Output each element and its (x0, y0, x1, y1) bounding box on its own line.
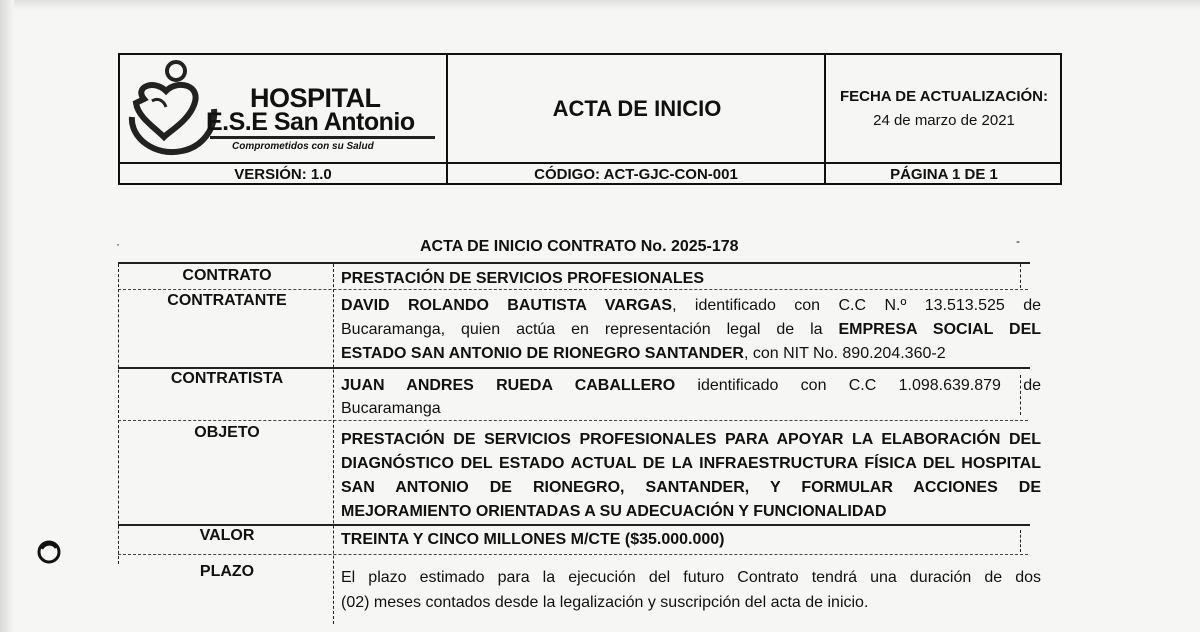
update-date (826, 55, 1062, 162)
page-edge-shadow-top (0, 0, 1200, 10)
table-rule (118, 554, 1028, 555)
contratante-id: , identificado con C.C N.º 13.513.525 de (672, 297, 1041, 314)
table-corner-mark: - (1016, 234, 1020, 248)
logo-tagline: Comprometidos con su Salud (232, 141, 374, 152)
row-value-objeto-line2: DIAGNÓSTICO DEL ESTADO ACTUAL DE LA INFRAESTRUCTURA FÍSICA DEL HOSPITAL (341, 455, 1041, 472)
page-number: PÁGINA 1 DE 1 (890, 166, 998, 183)
table-border-left (118, 264, 119, 564)
table-corner-mark: · (116, 237, 120, 251)
row-value-valor: TREINTA Y CINCO MILLONES M/CTE ($35.000.000) (341, 531, 725, 548)
row-label-valor: VALOR (199, 527, 255, 544)
table-rule (118, 262, 1030, 264)
logo-subtitle: E.S.E San Antonio (206, 108, 415, 136)
table-column-divider (333, 264, 334, 624)
contratante-representation: Bucaramanga, quien actúa en representación legal de la (341, 321, 839, 338)
update-date-label: FECHA DE ACTUALIZACIÓN: (839, 87, 1049, 105)
contratista-name: JUAN ANDRES RUEDA CABALLERO (341, 377, 676, 394)
contratante-entity-part1: EMPRESA SOCIAL DEL (838, 321, 1042, 338)
document-title: ACTA DE INICIO (552, 95, 722, 121)
logo-title: HOSPITAL (250, 83, 381, 113)
contratante-entity-part2: ESTADO SAN ANTONIO DE RIONEGRO SANTANDER (341, 345, 744, 362)
version-label: VERSIÓN: 1.0 (234, 166, 332, 183)
contratante-nit: , con NIT No. 890.204.360-2 (743, 345, 946, 362)
page-edge-shadow-left (0, 0, 14, 632)
binder-hole-icon (36, 537, 62, 565)
row-value-objeto-line1: PRESTACIÓN DE SERVICIOS PROFESIONALES PARA APOYAR LA ELABORACIÓN DEL (341, 431, 1041, 448)
logo-underline (210, 136, 435, 139)
row-label-objeto: OBJETO (194, 424, 260, 441)
row-value-contratista-line1 (341, 374, 1041, 398)
act-title: ACTA DE INICIO CONTRATO No. 2025-178 (420, 238, 739, 255)
row-value-contratante-line2 (341, 318, 1041, 342)
table-rule (118, 367, 1030, 369)
contratante-name: DAVID ROLANDO BAUTISTA VARGAS (341, 297, 673, 314)
table-rule (118, 524, 1030, 526)
row-value-plazo-line1: El plazo estimado para la ejecución del futuro Contrato tendrá una duración de dos (341, 569, 1041, 586)
contratista-id: identificado con C.C 1.098.639.879 de (675, 377, 1041, 394)
row-label-contratista: CONTRATISTA (170, 370, 284, 387)
row-value-contratante-line3 (341, 342, 1041, 366)
row-value-objeto-line4: MEJORAMIENTO ORIENTADAS A SU ADECUACIÓN Y FUNCIONALIDAD (341, 503, 887, 520)
row-value-plazo-line2: (02) meses contados desde la legalización y suscripción del acta de inicio. (341, 594, 869, 611)
row-value-objeto-line3: SAN ANTONIO DE RIONEGRO, SANTANDER, Y FORMULAR ACCIONES DE (341, 479, 1041, 496)
document-header (118, 53, 1062, 185)
update-date-value: 24 de marzo de 2021 (873, 111, 1015, 129)
hospital-logo (120, 55, 448, 162)
row-label-contrato: CONTRATO (182, 267, 272, 284)
row-value-contratante-line1 (341, 294, 1041, 318)
row-value-contrato: PRESTACIÓN DE SERVICIOS PROFESIONALES (341, 270, 705, 287)
row-label-contratante: CONTRATANTE (167, 292, 287, 309)
row-label-plazo: PLAZO (199, 563, 255, 580)
document-code: CÓDIGO: ACT-GJC-CON-001 (534, 166, 738, 183)
row-value-contratista-line2: Bucaramanga (341, 400, 441, 417)
